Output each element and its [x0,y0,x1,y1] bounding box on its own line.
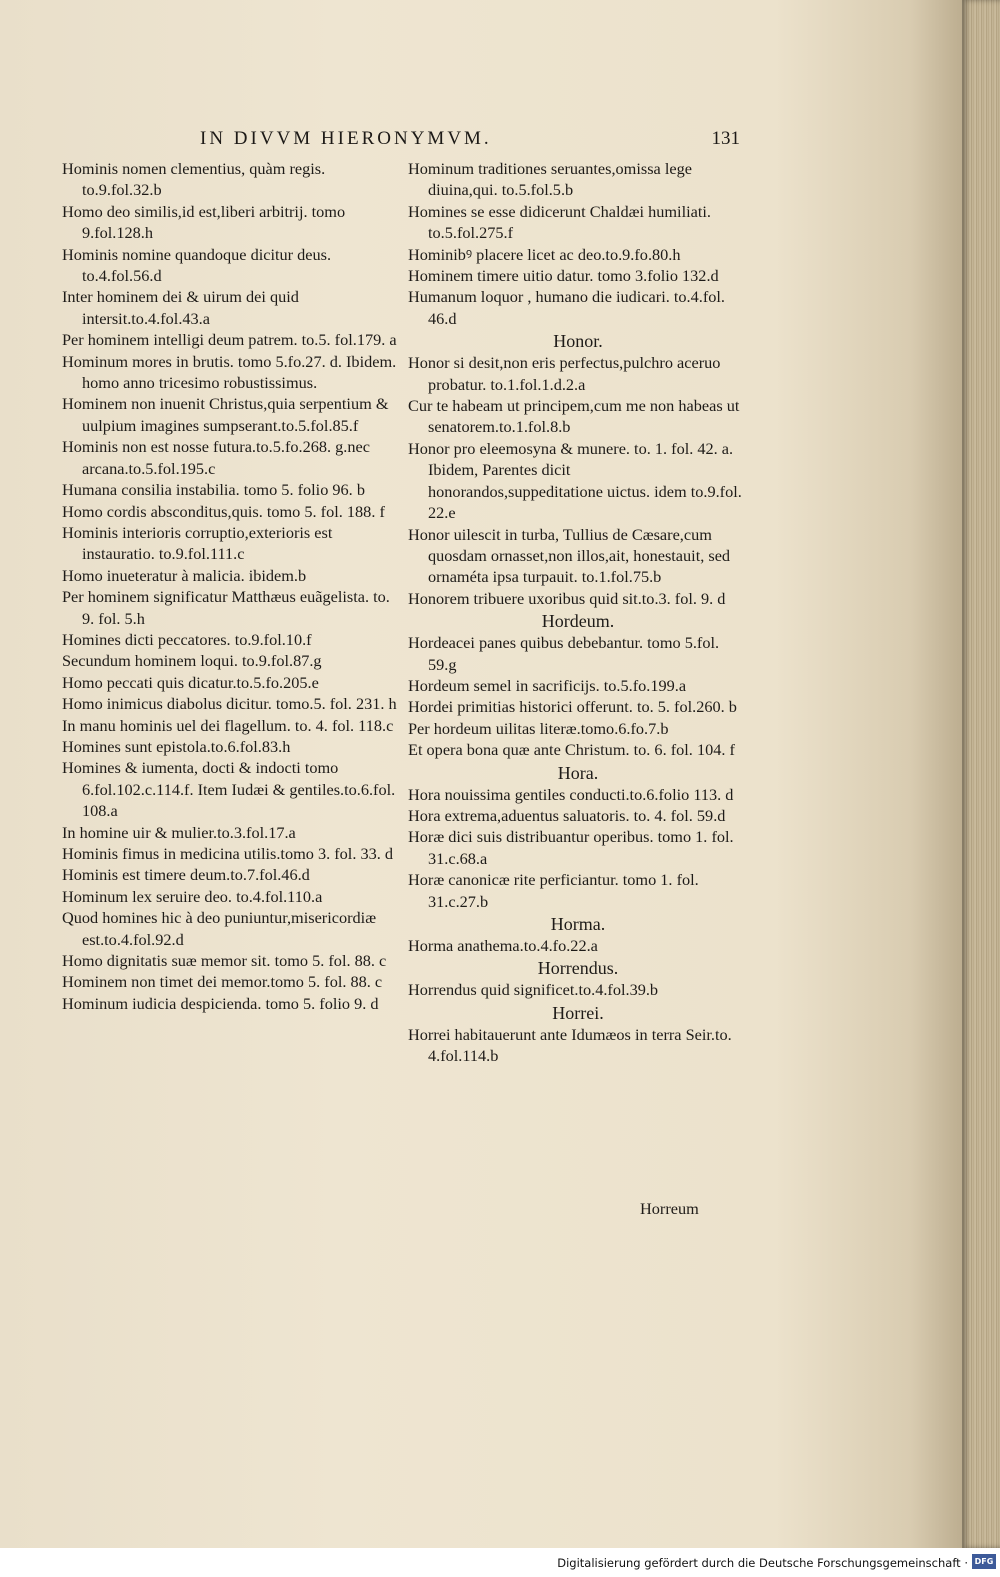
index-entry: Hominum mores in brutis. tomo 5.fo.27. d. Ibidem. homo anno tricesimo robustissimus. [62,351,397,393]
index-entry: Per hominem intelligi deum patrem. to.5. fol.179. a [62,330,397,350]
index-entry: Hominis nomen clementius, quàm regis. to.9.fol.32.b [62,159,326,200]
index-entry: Honor pro eleemosyna & munere. to. 1. fol. 42. a. Ibidem, Parentes dicit honorandos,suppeditatione uictus. idem to.9.fol. 22.e [408,438,742,523]
index-entry: Per hordeum uilitas literæ.tomo.6.fo.7.b [408,718,669,738]
running-head-title: IN DIVVM HIERONYMVM. [200,128,492,149]
index-entry: Cur te habeam ut principem,cum me non habeas ut senatorem.to.1.fol.8.b [408,396,740,437]
index-entry: Hominis interioris corruptio,exterioris est instauratio. to.9.fol.111.c [62,522,333,564]
section-heading: Horrei. [552,1002,604,1023]
section-heading: Hora. [557,762,599,783]
index-entry: Horæ canonicæ rite perficiantur. tomo 1. fol. 31.c.27.b [408,870,699,911]
index-entry: Homines sunt epistola.to.6.fol.83.h [62,736,291,756]
index-entry: Horrei habitauerunt ante Idumæos in terra Seir.to. 4.fol.114.b [408,1024,732,1066]
index-entry: Homo deo similis,id est,liberi arbitrij. tomo 9.fol.128.h [62,201,346,243]
index-entry: Homo cordis absconditus,quis. tomo 5. fol. 188. f [62,501,385,521]
index-entry: Hominibꝰ placere licet ac deo.to.9.fo.80.h [408,244,681,264]
section-heading: Hordeum. [541,611,615,632]
index-entry: Et opera bona quæ ante Christum. to. 6. fol. 104. f [408,740,735,760]
page-stack-edge [962,0,1000,1548]
index-entry: Hominum traditiones seruantes,omissa lege diuina,qui. to.5.fol.5.b [408,159,692,200]
index-entry: Honor uilescit in turba, Tullius de Cæsare,cum quosdam ornasset,non illos,ait, honestauit, sed ornaméta ipsa turpauit. to.1.fol.75.b [408,524,731,587]
funding-credit: Digitalisierung gefördert durch die Deutsche Forschungsgemeinschaft · [557,1556,968,1570]
index-entry: Humanum loquor , humano die iudicari. to.4.fol. 46.d [408,287,725,328]
index-entry: Hominum iudicia despicienda. tomo 5. folio 9. d [62,993,379,1013]
index-entry: Homo peccati quis dicatur.to.5.fo.205.e [62,672,319,692]
right-index-column [408,158,748,1067]
index-entry: Inter hominem dei & uirum dei quid intersit.to.4.fol.43.a [62,287,299,328]
index-entry: Hordeum semel in sacrificijs. to.5.fo.199.a [408,675,687,695]
index-entry: Honorem tribuere uxoribus quid sit.to.3. fol. 9. d [408,588,726,608]
index-entry: Hominem timere uitio datur. tomo 3.folio 132.d [408,266,719,286]
index-entry: Secundum hominem loqui. to.9.fol.87.g [62,651,322,671]
index-entry: Horæ dici suis distribuantur operibus. tomo 1. fol. 31.c.68.a [408,827,734,868]
index-entry: In homine uir & mulier.to.3.fol.17.a [62,822,296,842]
index-entry: Quod homines hic à deo puniuntur,misericordiæ est.to.4.fol.92.d [62,908,377,949]
index-entry: Per hominem significatur Matthæus euãgelista. to. 9. fol. 5.h [62,587,390,628]
index-entry: Horrendus quid significet.to.4.fol.39.b [408,980,659,1000]
index-entry: Humana consilia instabilia. tomo 5. folio 96. b [62,480,365,500]
index-entry: Hordeacei panes quibus debebantur. tomo 5.fol. 59.g [408,633,720,674]
index-entry: Homo inimicus diabolus dicitur. tomo.5. fol. 231. h [62,694,397,714]
index-entry: In manu hominis uel dei flagellum. to. 4. fol. 118.c [62,715,394,735]
section-heading: Horrendus. [537,958,619,979]
index-entry: Homo dignitatis suæ memor sit. tomo 5. fol. 88. c [62,951,387,971]
index-entry: Homines se esse didicerunt Chaldæi humiliati. to.5.fol.275.f [408,201,711,243]
index-entry: Hominis non est nosse futura.to.5.fo.268. g.nec arcana.to.5.fol.195.c [62,437,370,478]
running-head [200,128,740,154]
index-entry: Homo inueteratur à malicia. ibidem.b [62,565,307,585]
index-entry: Hominem non timet dei memor.tomo 5. fol. 88. c [62,972,383,992]
index-entry: Hora nouissima gentiles conducti.to.6.folio 113. d [408,784,734,804]
index-entry: Hominis nomine quandoque dicitur deus. to.4.fol.56.d [62,244,332,286]
catchword: Horreum [640,1199,699,1218]
page-number: 131 [711,128,740,149]
footer-bar [0,1548,1000,1577]
index-entry: Hominis fimus in medicina utilis.tomo 3. fol. 33. d [62,844,394,863]
index-entry: Hordei primitias historici offerunt. to. 5. fol.260. b [408,697,737,717]
index-entry: Homines dicti peccatores. to.9.fol.10.f [62,629,312,649]
index-entry: Hominem non inuenit Christus,quia serpentium & uulpium imagines sumpserant.to.5.fol.85.f [62,394,389,435]
dfg-logo: DFG [972,1554,996,1569]
section-heading: Honor. [553,331,603,352]
left-index-column [62,158,402,1014]
index-entry: Homines & iumenta, docti & indocti tomo 6.fol.102.c.114.f. Item Iudæi & gentiles.to.6.fol. 108.a [62,758,396,821]
section-heading: Horma. [550,914,606,934]
index-entry: Hora extrema,aduentus saluatoris. to. 4. fol. 59.d [408,805,726,825]
index-entry: Horma anathema.to.4.fo.22.a [408,936,598,955]
index-entry: Hominis est timere deum.to.7.fol.46.d [62,865,310,885]
index-entry: Honor si desit,non eris perfectus,pulchro aceruo probatur. to.1.fol.1.d.2.a [408,353,721,394]
index-entry: Hominum lex seruire deo. to.4.fol.110.a [62,886,323,906]
